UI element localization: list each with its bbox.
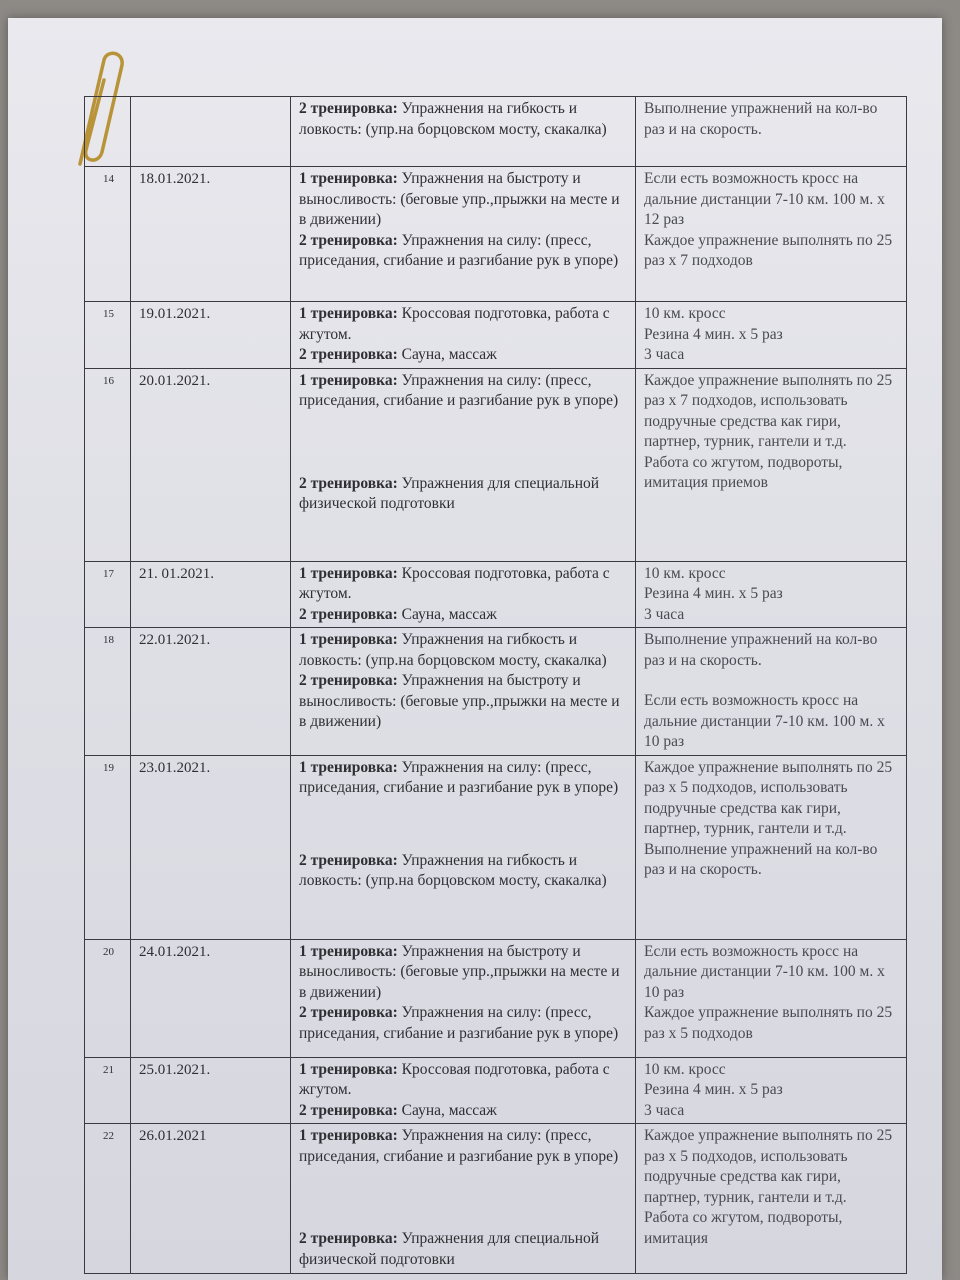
note-line: Каждое упражнение выполнять по 25 раз х 5 подходов, использовать подручные средства как гири, партнер, турник, гантели и т.д. [644, 758, 893, 837]
training-item [299, 169, 629, 231]
training-label: 2 тренировка: [299, 474, 398, 492]
training-label: 2 тренировка: [299, 231, 398, 249]
row-date: 26.01.2021 [131, 1124, 291, 1274]
row-date: 18.01.2021. [131, 167, 291, 302]
training-text: Упражнения на силу: (пресс, приседания, сгибание и разгибание рук в упоре) [299, 1127, 619, 1165]
training-label: 1 тренировка: [299, 170, 398, 187]
training-label: 2 тренировка: [299, 851, 398, 869]
training-text: Сауна, массаж [397, 1101, 497, 1119]
training-text: Упражнения на быстроту и выносливость: (беговые упр.,прыжки на месте и в движении) [299, 942, 620, 1001]
table-row [85, 1124, 907, 1274]
notes-cell [636, 167, 907, 302]
table-row [85, 755, 907, 939]
training-label: 1 тренировка: [299, 631, 398, 648]
training-label: 2 тренировка: [299, 672, 398, 689]
row-date: 23.01.2021. [131, 755, 291, 939]
training-label: 1 тренировка: [299, 1060, 398, 1078]
training-label: 1 тренировка: [299, 371, 398, 389]
training-label: 2 тренировка: [299, 1101, 398, 1119]
training-label: 1 тренировка: [299, 564, 398, 582]
training-label: 2 тренировка: [299, 346, 398, 363]
note-line: 3 часа [644, 1101, 685, 1119]
table-row [85, 628, 907, 756]
training-text: Упражнения для специальной физической подготовки [299, 474, 600, 512]
row-number: 17 [85, 561, 131, 628]
training-plan-body [85, 97, 907, 1274]
notes-cell [636, 1057, 907, 1124]
training-label: 2 тренировка: [299, 1004, 398, 1021]
training-text: Упражнения на быстроту и выносливость: (беговые упр.,прыжки на месте и в движении) [299, 672, 620, 730]
row-date [131, 97, 291, 167]
notes-cell [636, 302, 907, 369]
training-item [299, 851, 629, 892]
training-label: 1 тренировка: [299, 942, 398, 960]
training-item [299, 371, 629, 412]
training-text: Упражнения на гибкость и ловкость: (упр.на борцовском мосту, скакалка) [299, 631, 607, 669]
note-line: 10 км. кросс [644, 1060, 726, 1078]
notes-cell [636, 368, 907, 561]
training-cell [291, 302, 636, 369]
training-text: Упражнения на быстроту и выносливость: (беговые упр.,прыжки на месте и в движении) [299, 170, 620, 228]
training-cell [291, 1057, 636, 1124]
training-label: 1 тренировка: [299, 758, 398, 776]
training-item [299, 1229, 629, 1270]
row-date: 24.01.2021. [131, 939, 291, 1057]
note-line: Каждое упражнение выполнять по 25 раз х 5 подходов, использовать подручные средства как гири, партнер, турник, гантели и т.д. [644, 1127, 893, 1206]
training-text: Кроссовая подготовка, работа с жгутом. [299, 1060, 610, 1098]
row-number: 20 [85, 939, 131, 1057]
row-number: 16 [85, 368, 131, 561]
training-item [299, 1003, 629, 1044]
training-cell [291, 755, 636, 939]
note-line: 3 часа [644, 346, 685, 363]
training-cell [291, 97, 636, 167]
training-label: 2 тренировка: [299, 100, 398, 117]
training-label: 1 тренировка: [299, 305, 398, 322]
training-plan-table [84, 96, 907, 1274]
row-number: 22 [85, 1124, 131, 1274]
training-item [299, 564, 629, 605]
row-date: 19.01.2021. [131, 302, 291, 369]
note-line: Работа со жгутом, подвороты, имитация [644, 1209, 843, 1247]
note-line: Работа со жгутом, подвороты, имитация приемов [644, 453, 843, 491]
training-text: Кроссовая подготовка, работа с жгутом. [299, 564, 610, 602]
note-line: Резина 4 мин. х 5 раз [644, 325, 783, 343]
row-number: 21 [85, 1057, 131, 1124]
training-item [299, 345, 629, 366]
training-item [299, 1101, 629, 1122]
training-cell [291, 939, 636, 1057]
note-line: Каждое упражнение выполнять по 25 раз х 7 подходов, использовать подручные средства как гири, партнер, турник, гантели и т.д. [644, 371, 893, 450]
training-item [299, 630, 629, 671]
training-label: 2 тренировка: [299, 605, 398, 623]
notes-cell [636, 939, 907, 1057]
training-item [299, 231, 629, 272]
table-row [85, 302, 907, 369]
paper-sheet [8, 18, 942, 1280]
training-item [299, 758, 629, 799]
table-row [85, 97, 907, 167]
training-cell [291, 1124, 636, 1274]
notes-cell [636, 628, 907, 756]
note-line: 10 км. кросс [644, 305, 726, 322]
note-line: Резина 4 мин. х 5 раз [644, 1081, 783, 1098]
table-row [85, 561, 907, 628]
row-date: 22.01.2021. [131, 628, 291, 756]
training-text: Сауна, массаж [397, 346, 497, 363]
row-date: 20.01.2021. [131, 368, 291, 561]
row-date: 25.01.2021. [131, 1057, 291, 1124]
note-line: Если есть возможность кросс на дальние дистанции 7-10 км. 100 м. х 12 раз [644, 170, 885, 228]
training-text: Упражнения для специальной физической подготовки [299, 1230, 600, 1268]
training-text: Сауна, массаж [397, 605, 497, 623]
training-text: Упражнения на силу: (пресс, приседания, сгибание и разгибание рук в упоре) [299, 1004, 619, 1042]
training-item [299, 1126, 629, 1167]
table-row [85, 368, 907, 561]
note-line: Резина 4 мин. х 5 раз [644, 585, 783, 602]
training-text: Упражнения на гибкость и ловкость: (упр.на борцовском мосту, скакалка) [299, 100, 607, 138]
training-item [299, 474, 629, 515]
training-label: 1 тренировка: [299, 1127, 398, 1144]
training-item [299, 99, 629, 140]
table-row [85, 1057, 907, 1124]
row-number [85, 97, 131, 167]
note-line: Выполнение упражнений на кол-во раз и на скорость. [644, 840, 878, 878]
row-date: 21. 01.2021. [131, 561, 291, 628]
note-line: Выполнение упражнений на кол-во раз и на скорость. [644, 100, 878, 138]
training-text: Упражнения на силу: (пресс, приседания, сгибание и разгибание рук в упоре) [299, 231, 619, 269]
training-cell [291, 628, 636, 756]
note-line: 10 км. кросс [644, 564, 726, 582]
row-number: 18 [85, 628, 131, 756]
table-row [85, 939, 907, 1057]
notes-cell [636, 755, 907, 939]
training-item [299, 1060, 629, 1101]
note-line: Каждое упражнение выполнять по 25 раз х 7 подходов [644, 231, 893, 269]
training-item [299, 942, 629, 1004]
training-cell [291, 167, 636, 302]
row-number: 15 [85, 302, 131, 369]
training-item [299, 605, 629, 626]
note-line: Если есть возможность кросс на дальние дистанции 7-10 км. 100 м. х 10 раз [644, 692, 885, 750]
training-text: Упражнения на силу: (пресс, приседания, сгибание и разгибание рук в упоре) [299, 758, 619, 796]
note-line: Выполнение упражнений на кол-во раз и на скорость. [644, 631, 878, 669]
training-cell [291, 368, 636, 561]
note-line: Если есть возможность кросс на дальние дистанции 7-10 км. 100 м. х 10 раз [644, 942, 885, 1001]
training-text: Упражнения на силу: (пресс, приседания, сгибание и разгибание рук в упоре) [299, 371, 619, 409]
training-item [299, 671, 629, 733]
training-text: Кроссовая подготовка, работа с жгутом. [299, 305, 610, 343]
training-label: 2 тренировка: [299, 1230, 398, 1247]
notes-cell [636, 97, 907, 167]
row-number: 14 [85, 167, 131, 302]
table-row [85, 167, 907, 302]
note-line: 3 часа [644, 605, 685, 623]
row-number: 19 [85, 755, 131, 939]
training-text: Упражнения на гибкость и ловкость: (упр.на борцовском мосту, скакалка) [299, 851, 607, 889]
notes-cell [636, 1124, 907, 1274]
note-line: Каждое упражнение выполнять по 25 раз х 5 подходов [644, 1004, 893, 1042]
notes-cell [636, 561, 907, 628]
training-cell [291, 561, 636, 628]
training-item [299, 304, 629, 345]
